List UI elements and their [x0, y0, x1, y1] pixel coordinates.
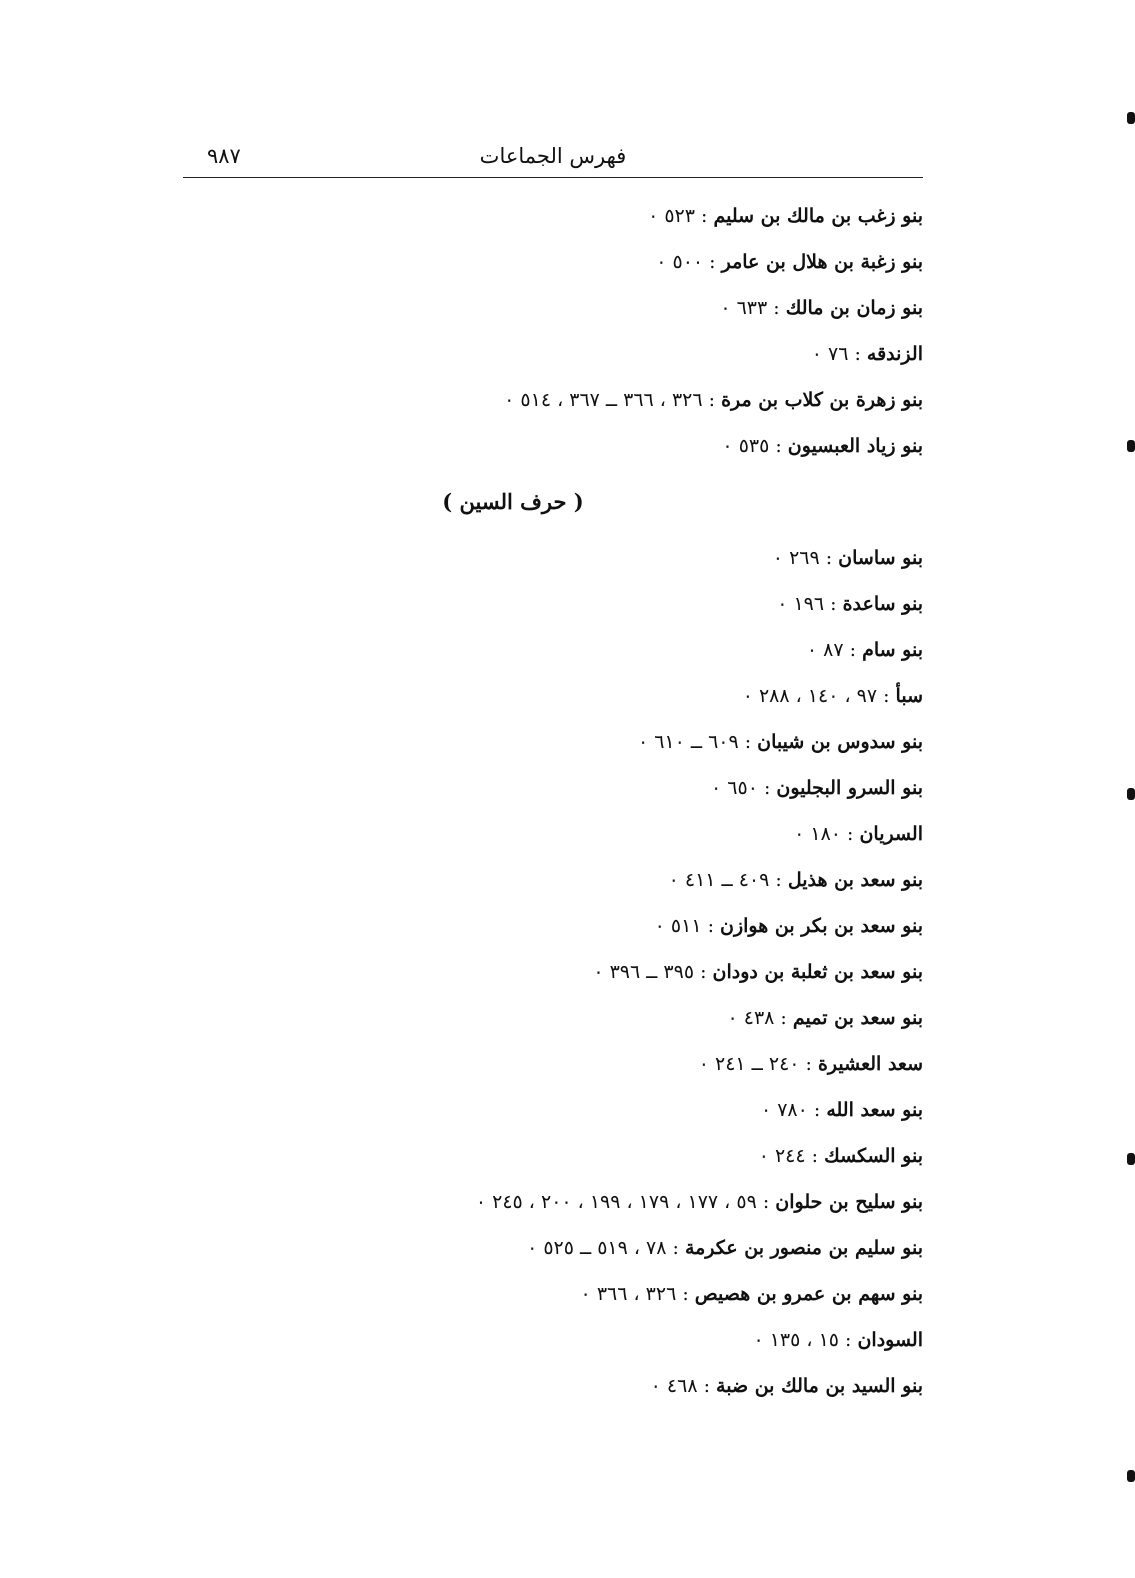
- entries-seen: [183, 535, 923, 1409]
- entry-separator: :: [838, 1329, 858, 1351]
- entry-pages: ٢٤٤ ٠: [758, 1145, 806, 1167]
- index-entry: [183, 627, 923, 673]
- index-entry: [183, 903, 923, 949]
- index-entry: [183, 1317, 923, 1363]
- index-entry: [183, 1179, 923, 1225]
- entry-pages: ٦٠٩ ــ ٦١٠ ٠: [637, 731, 739, 753]
- index-entry: [183, 995, 923, 1041]
- entry-separator: :: [703, 251, 722, 273]
- entry-pages: ٢٦٩ ٠: [772, 547, 820, 569]
- index-entry: [183, 673, 923, 719]
- index-entry: [183, 377, 923, 423]
- entry-separator: :: [702, 389, 722, 411]
- index-entry: [183, 765, 923, 811]
- entry-separator: :: [848, 343, 867, 365]
- index-entry: [183, 1225, 923, 1271]
- section-heading: ( حرف السين ): [442, 489, 584, 514]
- index-entry: [183, 285, 923, 331]
- entry-pages: ٩٧ ، ١٤٠ ، ٢٨٨ ٠: [742, 685, 878, 707]
- entry-separator: :: [805, 1145, 825, 1167]
- entry-name: الزندقه: [866, 343, 923, 365]
- entry-pages: ٣٢٦ ، ٣٦٦ ــ ٣٦٧ ، ٥١٤ ٠: [504, 389, 703, 411]
- index-entry: [183, 193, 923, 239]
- entry-separator: :: [877, 685, 896, 707]
- entry-name: بنو سعد الله: [826, 1099, 923, 1121]
- index-entry: [183, 1087, 923, 1133]
- entry-pages: ٤٠٩ ــ ٤١١ ٠: [668, 869, 770, 891]
- scan-edge-mark: [1127, 788, 1135, 800]
- entry-name: بنو سعد بن بكر بن هوازن: [720, 915, 923, 937]
- entry-separator: :: [694, 961, 713, 983]
- entry-separator: :: [824, 593, 843, 615]
- entry-separator: :: [840, 823, 860, 845]
- index-entry: [183, 535, 923, 581]
- scan-edge-mark: [1127, 1153, 1135, 1165]
- entry-name: بنو زهرة بن كلاب بن مرة: [721, 389, 923, 411]
- entry-pages: ٥٢٣ ٠: [648, 205, 695, 227]
- entry-name: بنو السرو البجليون: [776, 777, 923, 799]
- entry-name: بنو سدوس بن شيبان: [757, 731, 923, 753]
- entry-name: بنو ساعدة: [842, 593, 923, 615]
- entry-separator: :: [757, 777, 777, 799]
- entry-separator: :: [819, 547, 839, 569]
- entry-name: بنو سهم بن عمرو بن هصيص: [694, 1283, 923, 1305]
- entry-pages: ٣٢٦ ، ٣٦٦ ٠: [580, 1283, 677, 1305]
- entry-name: بنو سليم بن منصور بن عكرمة: [684, 1237, 923, 1259]
- entry-name: بنو سعد بن هذيل: [787, 869, 923, 891]
- entry-pages: ٨٧ ٠: [806, 639, 844, 661]
- entry-pages: ١٨٠ ٠: [794, 823, 841, 845]
- index-entry: [183, 423, 923, 469]
- entry-name: بنو سعد بن ثعلبة بن دودان: [712, 961, 923, 983]
- entry-name: السودان: [857, 1329, 923, 1351]
- entry-name: بنو زياد العبسيون: [787, 435, 923, 457]
- index-entry: [183, 1133, 923, 1179]
- entry-pages: ٥١١ ٠: [654, 915, 702, 937]
- entry-pages: ١٩٦ ٠: [777, 593, 825, 615]
- entry-name: بنو زغبة بن هلال بن عامر: [721, 251, 923, 273]
- index-entry: [183, 331, 923, 377]
- entry-pages: ٥٠٠ ٠: [656, 251, 704, 273]
- entry-separator: :: [774, 1007, 793, 1029]
- entry-separator: :: [767, 297, 786, 319]
- entry-separator: :: [756, 1191, 776, 1213]
- entry-separator: :: [694, 205, 714, 227]
- entry-name: بنو زغب بن مالك بن سليم: [713, 205, 923, 227]
- index-entry: [183, 719, 923, 765]
- index-entry: [183, 857, 923, 903]
- entry-separator: :: [843, 639, 863, 661]
- scan-edge-mark: [1127, 440, 1135, 452]
- entry-name: سعد العشيرة: [817, 1053, 923, 1075]
- index-entry: [183, 239, 923, 285]
- entry-pages: ٦٥٠ ٠: [711, 777, 758, 799]
- index-entry: [183, 581, 923, 627]
- entry-pages: ٤٦٨ ٠: [650, 1375, 698, 1397]
- entry-name: بنو ساسان: [838, 547, 923, 569]
- entry-name: السريان: [859, 823, 923, 845]
- entry-pages: ٦٣٣ ٠: [720, 297, 768, 319]
- index-entry: [183, 811, 923, 857]
- entry-separator: :: [697, 1375, 717, 1397]
- entry-pages: ٤٣٨ ٠: [727, 1007, 775, 1029]
- entry-name: سبأ: [895, 685, 923, 707]
- page-number: ٩٨٧: [207, 144, 241, 168]
- index-entries: [183, 193, 923, 1409]
- entry-name: بنو السكسك: [824, 1145, 923, 1167]
- scan-edge-mark: [1127, 1470, 1135, 1482]
- entry-pages: ٢٤٠ ــ ٢٤١ ٠: [698, 1053, 800, 1075]
- entry-separator: :: [807, 1099, 827, 1121]
- entry-pages: ٧٨٠ ٠: [760, 1099, 808, 1121]
- index-entry: [183, 949, 923, 995]
- entry-separator: :: [799, 1053, 818, 1075]
- entry-separator: :: [676, 1283, 695, 1305]
- entry-name: بنو سليح بن حلوان: [775, 1191, 923, 1213]
- header-divider: [183, 177, 923, 178]
- index-entry: [183, 1271, 923, 1317]
- entry-pages: ١٥ ، ١٣٥ ٠: [753, 1329, 839, 1351]
- entry-pages: ٣٩٥ ــ ٣٩٦ ٠: [593, 961, 695, 983]
- entry-name: بنو السيد بن مالك بن ضبة: [716, 1375, 923, 1397]
- page-title: فهرس الجماعات: [479, 144, 627, 168]
- entry-separator: :: [769, 869, 788, 891]
- entry-name: بنو زمان بن مالك: [785, 297, 923, 319]
- page-header: [183, 140, 923, 178]
- entry-pages: ٥٩ ، ١٧٧ ، ١٧٩ ، ١٩٩ ، ٢٠٠ ، ٢٤٥ ٠: [475, 1191, 757, 1213]
- index-entry: [183, 1041, 923, 1087]
- entry-separator: :: [738, 731, 758, 753]
- scan-edge-mark: [1127, 112, 1135, 124]
- entry-pages: ٧٨ ، ٥١٩ ــ ٥٢٥ ٠: [527, 1237, 667, 1259]
- entry-name: بنو سام: [862, 639, 923, 661]
- entry-separator: :: [701, 915, 721, 937]
- entry-pages: ٧٦ ٠: [811, 343, 849, 365]
- entries-zay: [183, 193, 923, 469]
- index-entry: [183, 1363, 923, 1409]
- entry-pages: ٥٣٥ ٠: [722, 435, 770, 457]
- entry-name: بنو سعد بن تميم: [792, 1007, 923, 1029]
- entry-separator: :: [666, 1237, 685, 1259]
- entry-separator: :: [769, 435, 788, 457]
